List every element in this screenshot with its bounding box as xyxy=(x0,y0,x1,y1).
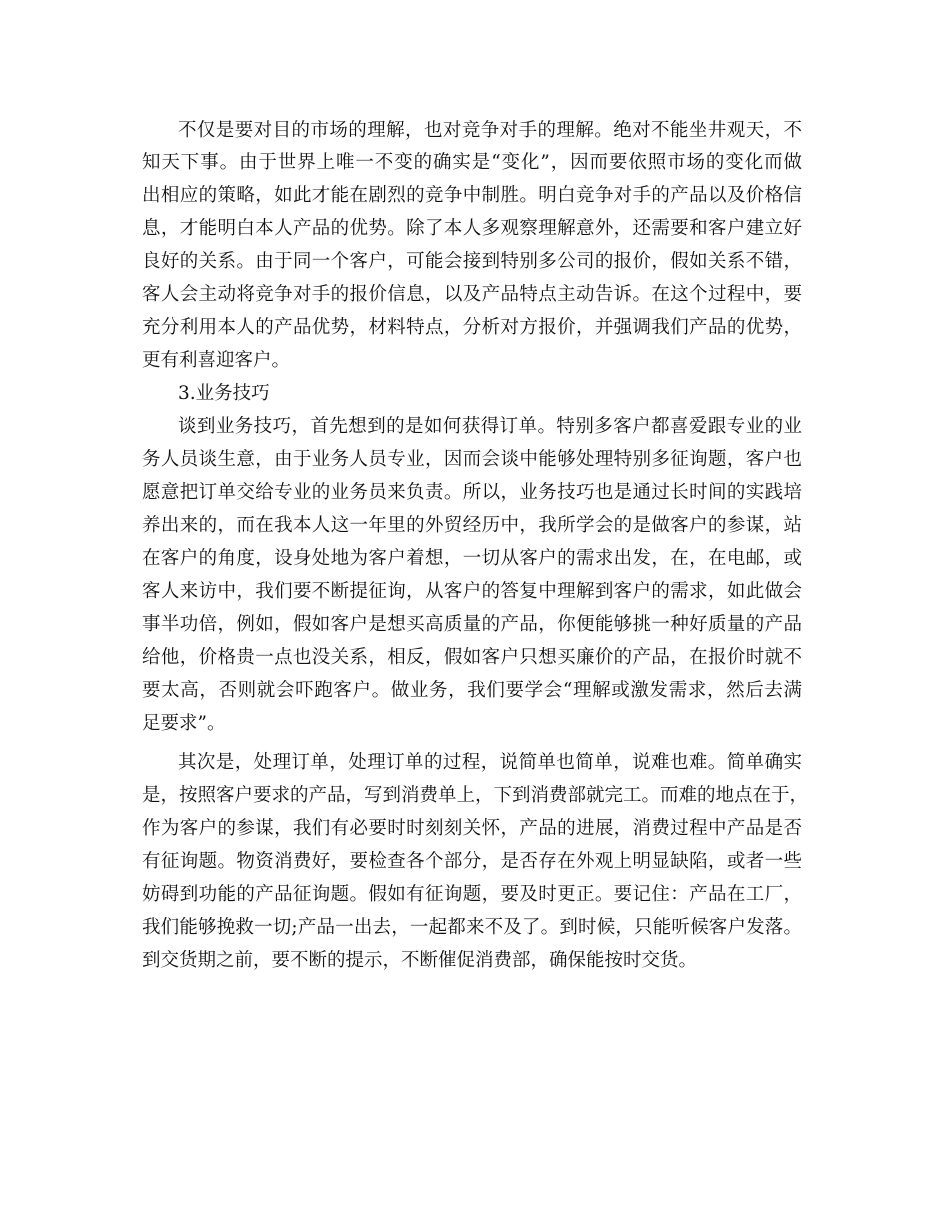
paragraph-line: 其次是，处理订单，处理订单的过程，说简单也简单，说难也难。简单确实 xyxy=(178,752,802,773)
paragraph-line: 养出来的，而在我本人这一年里的外贸经历中，我所学会的是做客户的参谋，站 xyxy=(142,515,802,536)
paragraph-line: 客人会主动将竞争对手的报价信息，以及产品特点主动告诉。在这个过程中，要 xyxy=(142,284,802,305)
paragraph-line: 要太高，否则就会吓跑客户。做业务，我们要学会“理解或激发需求，然后去满 xyxy=(142,680,802,701)
paragraph-line: 不仅是要对目的市场的理解，也对竞争对手的理解。绝对不能坐井观天，不 xyxy=(178,120,802,141)
paragraph-line: 有征询题。物资消费好，要检查各个部分，是否存在外观上明显缺陷，或者一些 xyxy=(142,851,802,872)
paragraph-line: 事半功倍，例如，假如客户是想买高质量的产品，你便能够挑一种好质量的产品 xyxy=(142,614,802,635)
paragraph-line: 息，才能明白本人产品的优势。除了本人多观察理解意外，还需要和客户建立好 xyxy=(142,218,802,239)
paragraph-line: 务人员谈生意，由于业务人员专业，因而会谈中能够处理特别多征询题，客户也 xyxy=(142,449,802,470)
paragraph-line: 给他，价格贵一点也没关系，相反，假如客户只想买廉价的产品，在报价时就不 xyxy=(142,647,802,668)
paragraph-line: 作为客户的参谋，我们有必要时时刻刻关怀，产品的进展，消费过程中产品是否 xyxy=(142,818,802,839)
paragraph-line: 知天下事。由于世界上唯一不变的确实是“变化”，因而要依照市场的变化而做 xyxy=(142,152,802,173)
paragraph-line: 是，按照客户要求的产品，写到消费单上，下到消费部就完工。而难的地点在于， xyxy=(142,785,809,806)
paragraph-line: 愿意把订单交给专业的业务员来负责。所以，业务技巧也是通过长时间的实践培 xyxy=(142,482,802,503)
paragraph-line: 到交货期之前，要不断的提示，不断催促消费部，确保能按时交货。 xyxy=(142,950,698,971)
paragraph-line: 更有利喜迎客户。 xyxy=(142,350,291,371)
paragraph-line: 充分利用本人的产品优势，材料特点，分析对方报价，并强调我们产品的优势， xyxy=(142,317,802,338)
paragraph-line: 客人来访中，我们要不断提征询，从客户的答复中理解到客户的需求，如此做会 xyxy=(142,581,802,602)
section-heading: 3.业务技巧 xyxy=(178,383,270,404)
paragraph-line: 良好的关系。由于同一个客户，可能会接到特别多公司的报价，假如关系不错， xyxy=(142,251,802,272)
paragraph-line: 妨碍到功能的产品征询题。假如有征询题，要及时更正。要记住：产品在工厂， xyxy=(142,884,802,905)
paragraph-line: 在客户的角度，设身处地为客户着想，一切从客户的需求出发，在，在电邮，或 xyxy=(142,548,802,569)
paragraph-line: 我们能够挽救一切;产品一出去，一起都来不及了。到时候，只能听候客户发落。 xyxy=(142,917,802,938)
paragraph-line: 谈到业务技巧，首先想到的是如何获得订单。特别多客户都喜爱跟专业的业 xyxy=(178,416,802,437)
paragraph-line: 足要求”。 xyxy=(142,713,226,734)
paragraph-line: 出相应的策略，如此才能在剧烈的竞争中制胜。明白竞争对手的产品以及价格信 xyxy=(142,185,802,206)
